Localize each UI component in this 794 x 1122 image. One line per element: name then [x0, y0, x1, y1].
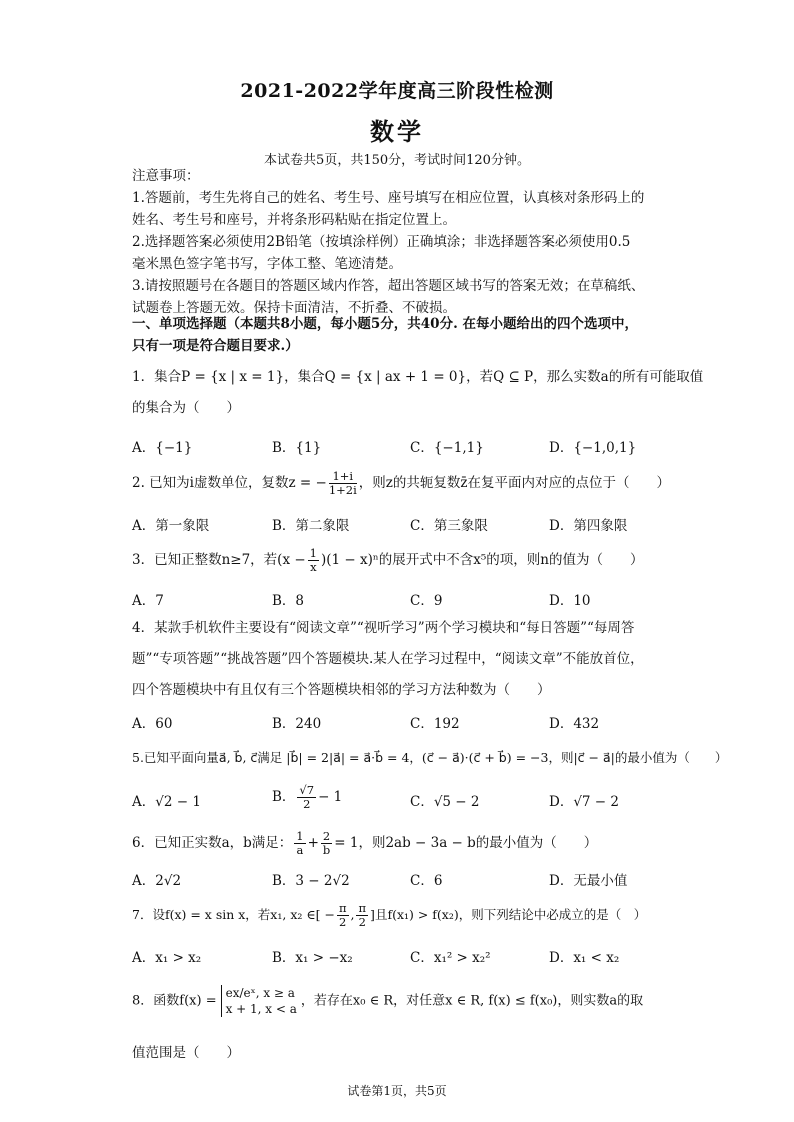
- q8-post: ，若存在x₀ ∈ R，对任意x ∈ R, f(x) ≤ f(x₀)，则实数a的取: [300, 993, 644, 1009]
- q4-option-c: C．192: [410, 716, 460, 732]
- q4-option-d: D．432: [549, 716, 600, 732]
- q3-frac-num: 1: [309, 546, 317, 560]
- q5-option-b-label: B．: [272, 789, 296, 805]
- q5-option-b-post: − 1: [318, 789, 343, 805]
- q7-interval-left: [ −: [315, 907, 335, 922]
- q1-option-b: B．{1}: [272, 440, 322, 456]
- q6-f1-num: 1: [296, 829, 304, 843]
- q7-option-a: A．x₁ > x₂: [132, 950, 202, 966]
- question-1-text-cont: 的集合为（ ）: [132, 400, 240, 416]
- question-6-text: [132, 830, 672, 857]
- notes-line-2: 姓名、考生号和座号，并将条形码粘贴在指定位置上。: [132, 212, 456, 228]
- notes-line-3: 2.选择题答案必须使用2B铅笔（按填涂样例）正确填涂；非选择题答案必须使用0.5: [132, 234, 631, 250]
- question-5-text: 5.已知平面向量a⃗, b⃗, c⃗满足 |b⃗| = 2|a⃗| = a⃗·b⃗ = 4，(c⃗ − a⃗)·(c⃗ + b⃗) = −3，则|c⃗ − a⃗|的最小值为（ ）: [132, 750, 728, 765]
- q3-fraction: [308, 547, 319, 574]
- q5-option-b-fraction: [297, 784, 316, 811]
- notes-heading: 注意事项：: [132, 168, 200, 184]
- question-8-text: [132, 985, 672, 1017]
- q5-option-b-num: √7: [299, 783, 315, 797]
- q1-option-d: D．{−1,0,1}: [549, 440, 637, 456]
- question-8-text-cont: 值范围是（ ）: [132, 1045, 240, 1061]
- exam-title: 2021-2022学年度高三阶段性检测: [240, 80, 554, 102]
- q2-option-d: D．第四象限: [549, 518, 628, 534]
- question-4-line-2: 题”“专项答题”“挑战答题”四个答题模块.某人在学习过程中，“阅读文章”不能放首位，: [132, 651, 644, 667]
- q6-f1-den: a: [296, 843, 304, 857]
- q1-option-c: C．{−1,1}: [410, 440, 484, 456]
- q2-option-b: B．第二象限: [272, 518, 350, 534]
- q3-option-a: A．7: [132, 593, 164, 609]
- q8-pre: 8．函数f(x) =: [132, 993, 217, 1009]
- q7-comma: ,: [350, 907, 355, 922]
- section-heading-line-2: 只有一项是符合题目要求.）: [132, 338, 299, 354]
- q5-option-d: D．√7 − 2: [549, 794, 619, 810]
- q2-post: ，则z的共轭复数z̄在复平面内对应的点位于（ ）: [358, 475, 670, 491]
- q2-pre: 2. 已知为i虚数单位，复数z = −: [132, 475, 327, 491]
- q6-option-a: A．2√2: [132, 873, 182, 889]
- q6-f2-den: b: [322, 843, 331, 857]
- q2-frac-num: 1+i: [329, 470, 357, 484]
- q3-post: )(1 − x)ⁿ的展开式中不含x⁵的项，则n的值为（ ）: [321, 552, 644, 568]
- q5-option-a: A．√2 − 1: [132, 794, 201, 810]
- q5-option-b: [272, 784, 342, 811]
- q6-f2-num: 2: [322, 829, 331, 843]
- question-4-line-3: 四个答题模块中有且仅有三个答题模块相邻的学习方法种数为（ ）: [132, 682, 551, 698]
- question-6-options: [132, 869, 672, 889]
- q7-option-c: C．x₁² > x₂²: [410, 950, 491, 966]
- q3-frac-den: x: [310, 560, 317, 574]
- question-1-text: 1．集合P = {x | x = 1}，集合Q = {x | ax + 1 = 0}，若Q ⊆ P，那么实数a的所有可能取值: [132, 369, 704, 385]
- exam-meta: 本试卷共5页，共150分，考试时间120分钟。: [264, 153, 530, 168]
- q2-option-a: A．第一象限: [132, 518, 210, 534]
- notes-line-5: 3.请按照题号在各题目的答题区域内作答，超出答题区域书写的答案无效；在草稿纸、: [132, 278, 645, 294]
- notes-line-1: 1.答题前，考生先将自己的姓名、考生号、座号填写在相应位置，认真核对条形码上的: [132, 190, 645, 206]
- question-3-text: [132, 547, 672, 574]
- q6-option-c: C．6: [410, 873, 443, 889]
- q3-pre: 3．已知正整数n≥7，若(x −: [132, 552, 306, 568]
- page-footer: 试卷第1页，共5页: [347, 1084, 447, 1098]
- q2-option-c: C．第三象限: [410, 518, 488, 534]
- q6-fraction-1: [294, 830, 305, 857]
- q7-option-b: B．x₁ > −x₂: [272, 950, 353, 966]
- q2-frac-den: 1+2i: [328, 483, 357, 497]
- q6-fraction-2: [321, 830, 332, 857]
- q4-option-b: B．240: [272, 716, 322, 732]
- q4-option-a: A．60: [132, 716, 173, 732]
- notes-line-6: 试题卷上答题无效。保持卡面清洁，不折叠、不破损。: [132, 300, 456, 316]
- question-1-options: [132, 436, 672, 456]
- question-4-options: [132, 712, 672, 732]
- q7-post: 且f(x₁) > f(x₂)，则下列结论中必成立的是（ ）: [374, 907, 647, 922]
- q7-f1-num: π: [338, 901, 347, 915]
- q8-piecewise: [221, 985, 297, 1017]
- q3-option-b: B．8: [272, 593, 305, 609]
- question-2-text: [132, 470, 672, 497]
- q7-fraction-2: [356, 902, 368, 929]
- q2-fraction: [329, 470, 357, 497]
- question-4-line-1: 4．某款手机软件主要设有“阅读文章”“视听学习”两个学习模块和“每日答题”“每周答: [132, 620, 635, 636]
- q5-option-c: C．√5 − 2: [410, 794, 480, 810]
- section-heading-line-1: 一、单项选择题（本题共8小题，每小题5分，共40分. 在每小题给出的四个选项中，: [132, 316, 638, 332]
- q3-option-d: D．10: [549, 593, 591, 609]
- question-5-options: [132, 783, 672, 811]
- question-3-options: [132, 589, 672, 609]
- q5-option-b-den: 2: [303, 797, 311, 811]
- q7-f1-den: 2: [339, 915, 347, 929]
- q7-f2-num: π: [358, 901, 367, 915]
- q7-fraction-1: [337, 902, 349, 929]
- q6-pre: 6．已知正实数a，b满足：: [132, 835, 293, 851]
- q8-case-1: ex/eˣ, x ≥ a: [225, 986, 295, 1000]
- q3-option-c: C．9: [410, 593, 443, 609]
- question-7-text: [132, 902, 672, 929]
- q7-option-d: D．x₁ < x₂: [549, 950, 620, 966]
- q6-post: = 1，则2ab − 3a − b的最小值为（ ）: [334, 835, 598, 851]
- q6-option-d: D．无最小值: [549, 873, 628, 889]
- q8-case-2: x + 1, x < a: [225, 1002, 297, 1016]
- question-7-options: [132, 946, 672, 966]
- notes-line-4: 毫米黑色签字笔书写，字体工整、笔迹清楚。: [132, 256, 402, 272]
- q7-pre: 7．设f(x) = x sin x，若x₁, x₂ ∈: [132, 907, 316, 922]
- q7-f2-den: 2: [358, 915, 366, 929]
- question-2-options: [132, 514, 672, 534]
- q7-interval-right: ]: [370, 907, 375, 922]
- q6-option-b: B．3 − 2√2: [272, 873, 350, 889]
- q1-option-a: A．{−1}: [132, 440, 193, 456]
- subject-title: 数学: [370, 117, 424, 146]
- q6-plus: +: [307, 835, 319, 851]
